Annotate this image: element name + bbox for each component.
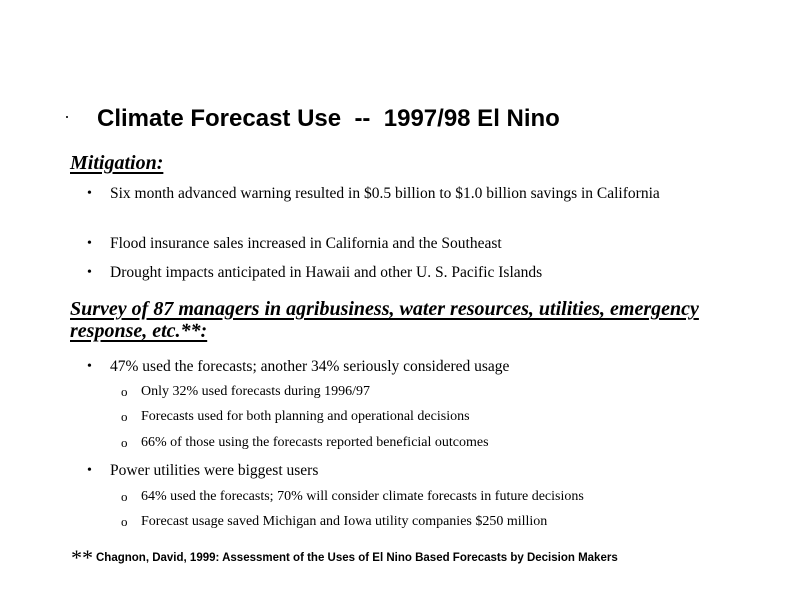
- survey-subitem-text: 66% of those using the forecasts reported beneficial outcomes: [141, 435, 489, 450]
- mitigation-item-3: [87, 262, 730, 283]
- survey-item-1: [87, 356, 730, 377]
- footnote: [70, 547, 770, 569]
- sub-bullet-icon: o: [121, 409, 128, 424]
- survey-heading: Survey of 87 managers in agribusiness, water resources, utilities, emergency response, etc.**:: [70, 298, 699, 342]
- footnote-citation: Chagnon, David, 1999: Assessment of the Uses of El Nino Based Forecasts by Decision Makers: [96, 552, 618, 564]
- survey-item-text: Power utilities were biggest users: [110, 462, 319, 479]
- survey-subitem-2-2: [121, 513, 741, 531]
- footnote-marker: **: [70, 545, 92, 570]
- bullet-icon: •: [87, 186, 92, 201]
- survey-subitem-text: 64% used the forecasts; 70% will consider climate forecasts in future decisions: [141, 489, 584, 504]
- sub-bullet-icon: o: [121, 435, 128, 450]
- stray-dot: [66, 116, 68, 118]
- survey-subitem-text: Forecasts used for both planning and operational decisions: [141, 409, 470, 424]
- survey-item-text: 47% used the forecasts; another 34% seriously considered usage: [110, 358, 510, 375]
- mitigation-item-2: [87, 233, 730, 254]
- sub-bullet-icon: o: [121, 489, 128, 504]
- bullet-icon: •: [87, 359, 92, 374]
- mitigation-item-1: [87, 183, 730, 204]
- survey-subitem-1-1: [121, 383, 741, 401]
- mitigation-item-text: Drought impacts anticipated in Hawaii and other U. S. Pacific Islands: [110, 264, 543, 281]
- survey-subitem-text: Only 32% used forecasts during 1996/97: [141, 384, 371, 399]
- mitigation-item-text: Flood insurance sales increased in California and the Southeast: [110, 235, 502, 252]
- survey-subitem-1-2: [121, 408, 741, 426]
- survey-subitem-1-3: [121, 434, 741, 452]
- survey-subitem-2-1: [121, 488, 741, 506]
- mitigation-heading: Mitigation:: [70, 152, 164, 174]
- bullet-icon: •: [87, 463, 92, 478]
- sub-bullet-icon: o: [121, 384, 128, 399]
- mitigation-item-text: Six month advanced warning resulted in $0.5 billion to $1.0 billion savings in California: [110, 185, 660, 202]
- bullet-icon: •: [87, 236, 92, 251]
- survey-item-2: [87, 460, 730, 481]
- slide-title: Climate Forecast Use -- 1997/98 El Nino: [97, 105, 560, 132]
- survey-subitem-text: Forecast usage saved Michigan and Iowa utility companies $250 million: [141, 514, 548, 529]
- bullet-icon: •: [87, 265, 92, 280]
- sub-bullet-icon: o: [121, 514, 128, 529]
